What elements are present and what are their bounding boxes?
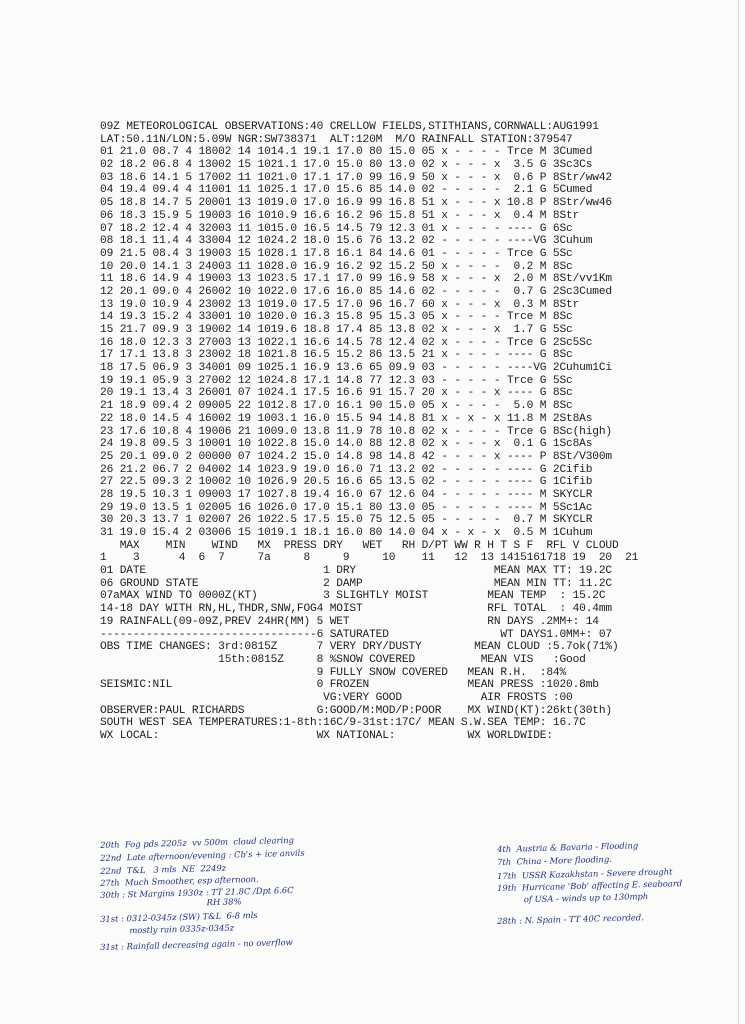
handwritten-worldwide-note: 28th : N. Spain - TT 40C recorded.: [497, 912, 644, 926]
report-title: 09Z METEOROLOGICAL OBSERVATIONS:40 CRELLOW FIELDS,STITHIANS,CORNWALL:AUG1991: [100, 121, 599, 133]
observation-row: 13 19.0 10.9 4 23002 13 1019.0 17.5 17.0 96 16.7 60 x - - - x 0.3 M 8Str: [100, 298, 580, 311]
observation-row: 15 21.7 09.9 3 19002 14 1019.6 18.8 17.4 85 13.8 02 x - - - x 1.7 G 5Sc: [100, 324, 573, 336]
observation-row: 06 18.3 15.9 5 19003 16 1010.9 16.6 16.2 96 15.8 51 x - - - x 0.4 M 8Str: [100, 209, 580, 222]
handwritten-local-note: RH 38%: [100, 896, 242, 910]
handwritten-worldwide-note: 17th USSR Kazakhstan - Severe drought: [497, 866, 673, 881]
handwritten-local-note: 27th Much Smoother, esp afternoon.: [100, 873, 259, 888]
legend-line: SEISMIC:NIL 0 FROZEN MEAN PRESS :1020.8mb: [100, 679, 599, 692]
handwritten-worldwide-note: 19th Hurricane 'Bob' affecting E. seaboard: [497, 878, 683, 893]
handwritten-local-note: 22nd Late afternoon/evening : Cb's + ice anvils: [100, 847, 305, 863]
observation-row: 24 19.8 09.5 3 10001 10 1022.8 15.0 14.0 88 12.8 02 x - - - x 0.1 G 1Sc8As: [100, 438, 593, 451]
observation-row: 21 18.9 09.4 2 09005 22 1012.8 17.0 16.1 90 15.0 05 x - - - - 5.0 M 8Sc: [100, 400, 573, 413]
legend-line: SOUTH WEST SEA TEMPERATURES:1-8th:16C/9-31st:17C/ MEAN S.W.SEA TEMP: 16.7C: [100, 717, 586, 730]
observation-row: 01 21.0 08.7 4 18002 14 1014.1 19.1 17.0 80 15.0 05 x - - - - Trce M 3Cumed: [100, 146, 593, 159]
station-location: LAT:50.11N/LON:5.09W NGR:SW738371 ALT:120M M/O RAINFALL STATION:379547: [100, 133, 573, 146]
legend-line: 1 3 4 6 7 7a 8 9 10 11 12 13 1415161718 19 20 21: [100, 552, 639, 565]
observation-row: 04 19.4 09.4 4 11001 11 1025.1 17.0 15.6 85 14.0 02 - - - - - 2.1 G 5Cumed: [100, 184, 593, 197]
legend-line: 06 GROUND STATE 2 DAMP MEAN MIN TT: 11.2C: [100, 577, 612, 590]
handwritten-worldwide-note: of USA - winds up to 130mph: [497, 891, 649, 905]
observation-row: 20 19.1 13.4 3 26001 07 1024.1 17.5 16.6 91 15.7 20 x - - - x ---- G 8Sc: [100, 387, 573, 400]
legend-line: WX LOCAL: WX NATIONAL: WX WORLDWIDE:: [100, 730, 553, 742]
observation-row: 02 18.2 06.8 4 13002 15 1021.1 17.0 15.0 80 13.0 02 x - - - x 3.5 G 3Sc3Cs: [100, 159, 593, 172]
legend-line: ---------------------------------6 SATURATED WT DAYS1.0MM+: 07: [100, 628, 612, 641]
handwritten-local-note: 31st : Rainfall decreasing again - no overflow: [100, 936, 293, 952]
legend-line: VG:VERY GOOD AIR FROSTS :00: [100, 691, 573, 704]
observation-row: 09 21.5 08.4 3 19003 15 1028.1 17.8 16.1 84 14.6 01 - - - - - Trce G 5Sc: [100, 247, 573, 260]
observation-row: 22 18.0 14.5 4 16002 19 1003.1 16.0 15.5 94 14.8 81 x - x - x 11.8 M 2St8As: [100, 412, 593, 425]
handwritten-worldwide-note: 7th China - More flooding.: [497, 853, 613, 867]
handwritten-local-note: 20th Fog pds 2205z vv 500m cloud clearing: [100, 834, 295, 850]
observation-row: 14 19.3 15.2 4 33001 10 1020.0 16.3 15.8 95 15.3 05 x - - - - Trce M 8Sc: [100, 311, 573, 324]
observation-row: 03 18.6 14.1 5 17002 11 1021.0 17.1 17.0 99 16.9 50 x - - - x 0.6 P 8Str/ww42: [100, 171, 612, 184]
observation-row: 27 22.5 09.3 2 10002 10 1026.9 20.5 16.6 65 13.5 02 - - - - - ---- G 1Cifib: [100, 476, 593, 489]
observation-row: 29 19.0 13.5 1 02005 16 1026.0 17.0 15.1 80 13.0 05 - - - - - ---- M 5Sc1Ac: [100, 501, 593, 514]
legend-line: 14-18 DAY WITH RN,HL,THDR,SNW,FOG4 MOIST RFL TOTAL : 40.4mm: [100, 603, 612, 616]
handwritten-worldwide-note: 4th Austria & Bavaria - Flooding: [497, 840, 639, 854]
observation-row: 12 20.1 09.0 4 26002 10 1022.0 17.6 16.0 85 14.6 02 - - - - - 0.7 G 2Sc3Cumed: [100, 285, 612, 298]
legend-line: 01 DATE 1 DRY MEAN MAX TT: 19.2C: [100, 565, 612, 578]
observation-row: 26 21.2 06.7 2 04002 14 1023.9 19.0 16.0 71 13.2 02 - - - - - ---- G 2Cifib: [100, 463, 593, 476]
observation-row: 31 19.0 15.4 2 03006 15 1019.1 18.1 16.0 80 14.0 04 x - x - x 0.5 M 1Cuhum: [100, 527, 593, 539]
observation-row: 18 17.5 06.9 3 34001 09 1025.1 16.9 13.6 65 09.9 03 - - - - - ----VG 2Cuhum1Ci: [100, 362, 612, 375]
legend-line: OBSERVER:PAUL RICHARDS G:GOOD/M:MOD/P:POOR MX WIND(KT):26kt(30th): [100, 704, 612, 717]
legend-line: MAX MIN WIND MX PRESS DRY WET RH D/PT WW R H T S F RFL V CLOUD: [100, 539, 619, 552]
handwritten-local-note: mostly rain 0335z-0345z: [100, 922, 235, 936]
observation-row: 19 19.1 05.9 3 27002 12 1024.8 17.1 14.8 77 12.3 03 - - - - - Trce G 5Sc: [100, 374, 573, 387]
legend-line: 15th:0815Z 8 %SNOW COVERED MEAN VIS :Good: [100, 653, 586, 666]
observation-row: 30 20.3 13.7 1 02007 26 1022.5 17.5 15.0 75 12.5 05 - - - - - 0.7 M SKYCLR: [100, 514, 593, 527]
observation-row: 10 20.0 14.1 3 24003 11 1028.0 16.9 16.2 92 15.2 50 x - - - - 0.2 M 8Sc: [100, 260, 573, 273]
handwritten-local-note: 31st : 0312-0345z (SW) T&L 6-8 mls: [100, 909, 258, 924]
handwritten-local-note: 22nd T&L 3 mls NE 2249z: [100, 862, 227, 876]
observation-row: 25 20.1 09.0 2 00000 07 1024.2 15.0 14.8 98 14.8 42 - - - - x ---- P 8St/V300m: [100, 450, 612, 463]
observation-row: 08 18.1 11.4 4 33004 12 1024.2 18.0 15.6 76 13.2 02 - - - - - ----VG 3Cuhum: [100, 235, 593, 248]
observation-row: 16 18.0 12.3 3 27003 13 1022.1 16.6 14.5 78 12.4 02 x - - - - Trce G 2Sc5Sc: [100, 336, 593, 349]
observation-row: 05 18.8 14.7 5 20001 13 1019.0 17.0 16.9 99 16.8 51 x - - - x 10.8 P 8Str/ww46: [100, 197, 612, 210]
observation-table: [100, 146, 740, 539]
observation-row: 17 17.1 13.8 3 23002 18 1021.8 16.5 15.2 86 13.5 21 x - - - - ---- G 8Sc: [100, 349, 573, 362]
legend-line: 9 FULLY SNOW COVERED MEAN R.H. :84%: [100, 666, 567, 679]
observation-row: 07 18.2 12.4 4 32003 11 1015.0 16.5 14.5 79 12.3 01 x - - - - ---- G 6Sc: [100, 222, 573, 235]
handwritten-local-note: 30th : St Margins 1930z : TT 21.8C /Dpt 6.6C: [100, 884, 294, 900]
legend-and-summary: [100, 540, 740, 743]
legend-line: 19 RAINFALL(09-09Z,PREV 24HR(MM) 5 WET RN DAYS .2MM+: 14: [100, 615, 599, 628]
observation-report: [100, 121, 740, 743]
observation-row: 11 18.6 14.9 4 19003 13 1023.5 17.1 17.0 99 16.9 58 x - - - x 2.0 M 8St/vv1Km: [100, 273, 612, 286]
legend-line: 07aMAX WIND TO 0000Z(KT) 3 SLIGHTLY MOIST MEAN TEMP : 15.2C: [100, 590, 606, 603]
legend-line: OBS TIME CHANGES: 3rd:0815Z 7 VERY DRY/DUSTY MEAN CLOUD :5.7ok(71%): [100, 641, 619, 654]
observation-row: 28 19.5 10.3 1 09003 17 1027.8 19.4 16.0 67 12.6 04 - - - - - ---- M SKYCLR: [100, 488, 593, 501]
observation-row: 23 17.6 10.8 4 19006 21 1009.0 13.8 11.9 78 10.8 02 x - - - - Trce G 8Sc(high): [100, 425, 612, 438]
